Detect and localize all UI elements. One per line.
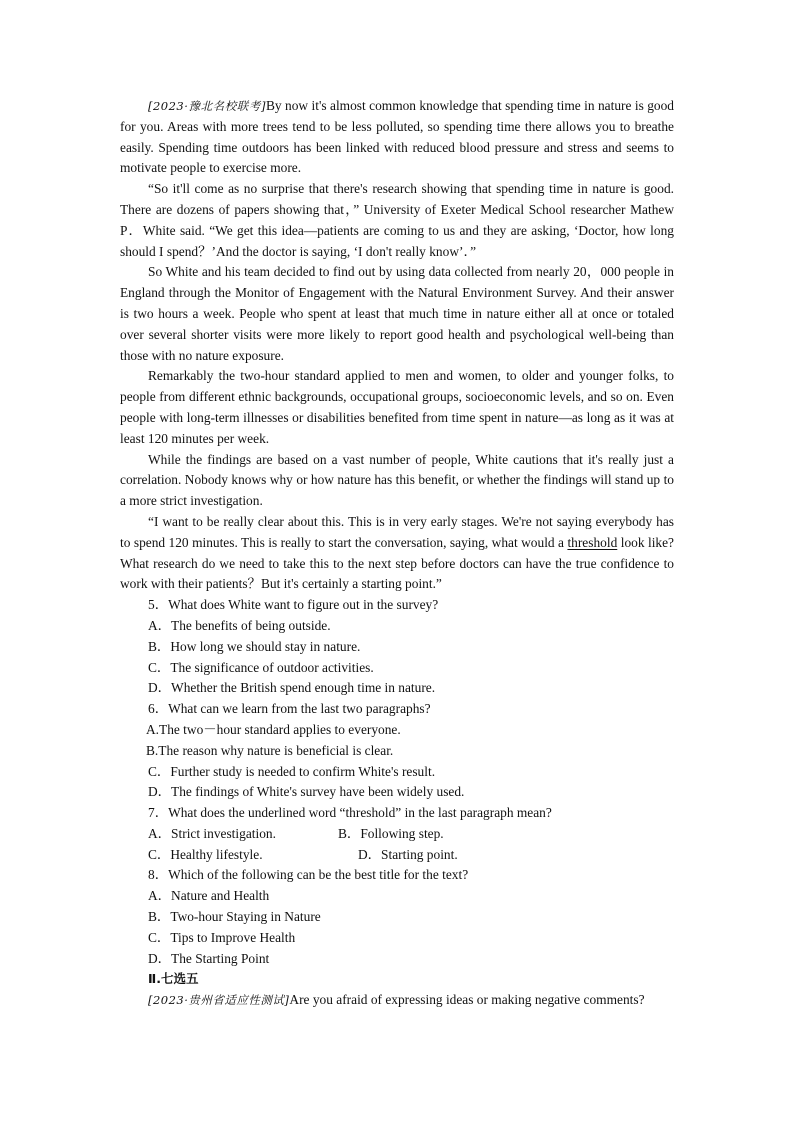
source-tag: [2023·豫北名校联考]: [148, 99, 266, 113]
question-5-option-a: A．The benefits of being outside.: [148, 617, 331, 633]
paragraph-text: Are you afraid of expressing ideas or making negative comments?: [289, 992, 645, 1008]
section-2-first-line: [120, 990, 674, 1011]
passage-paragraph-3: So White and his team decided to find out by using data collected from nearly 20，000 people in England through the Monitor of Engagement with the Natural Environment Survey. And their answer is two hours a week. People who spent at least that much time in nature either all at once or totaled over several shorter visits were more likely to report good health and psychological well-being than those with no nature exposure.: [120, 264, 674, 363]
paragraph-text: By now it's almost common knowledge that spending time in nature is good for you. Areas with more trees tend to be less polluted, so spending time there allows you to breathe easily. Spending time outdoors has been linked with reduced blood pressure and stress and seems to motivate people to exercise more.: [120, 98, 674, 176]
question-7-option-a: A．Strict investigation.: [148, 825, 276, 841]
question-8-option-a: A．Nature and Health: [148, 888, 270, 904]
passage-paragraph-4: Remarkably the two-hour standard applied to men and women, to older and younger folks, to people from different ethnic backgrounds, occupational groups, socioeconomic levels, and so on. Even people with long-term illnesses or disabilities benefited from time spent in nature—as long as it was at least 120 minutes per week.: [120, 368, 674, 446]
paragraph-text: “I want to be really clear about this. This is in very early stages. We're not saying everybody has to spend 120 minutes. This is really to start the conversation, saying, what would a: [120, 513, 674, 550]
question-7-option-d: D．Starting point.: [358, 846, 458, 862]
question-5-option-d: D．Whether the British spend enough time in nature.: [148, 680, 436, 696]
question-5-option-b: B．How long we should stay in nature.: [148, 638, 361, 654]
source-tag: [2023·贵州省适应性测试]: [148, 993, 290, 1008]
question-8-option-c: C．Tips to Improve Health: [148, 929, 296, 945]
passage-paragraph-1: [120, 96, 674, 179]
question-7-options-row-2: [120, 845, 674, 866]
passage-paragraph-6: [120, 512, 674, 595]
question-7-stem: 7．What does the underlined word “threshold” in the last paragraph mean?: [148, 805, 552, 821]
question-7-options-row-1: [120, 824, 674, 845]
passage-paragraph-2: “So it'll come as no surprise that there's research showing that spending time in nature is good. There are dozens of papers showing that，” University of Exeter Medical School researcher Mathew P．White said. “We get this idea—patients are coming to us and they are asking, ‘Doctor, how long should I spend？’And the doctor is saying, ‘I don't really know’．”: [120, 181, 674, 259]
question-5-stem: 5．What does White want to figure out in the survey?: [148, 597, 439, 613]
question-6-option-b: B.The reason why nature is beneficial is clear.: [146, 742, 394, 758]
section-heading: Ⅱ.七选五: [148, 971, 199, 987]
question-8-stem: 8．Which of the following can be the best title for the text?: [148, 867, 469, 883]
question-7-option-b: B．Following step.: [338, 825, 444, 841]
question-8-option-d: D．The Starting Point: [148, 950, 270, 966]
paragraph-text: look like? What research do we need to take this to the next step before doctors can have the true confidence to work with their patients？But it's certainly a starting point.”: [120, 534, 674, 592]
passage-paragraph-5: While the findings are based on a vast number of people, White cautions that it's really just a correlation. Nobody knows why or how nature has this benefit, or whether the findings will stand up to a more strict investigation.: [120, 451, 674, 509]
question-5-option-c: C．The significance of outdoor activities.: [148, 659, 374, 675]
question-7-option-c: C．Healthy lifestyle.: [148, 846, 263, 862]
question-8-option-b: B．Two-hour Staying in Nature: [148, 909, 321, 925]
question-6-option-d: D．The findings of White's survey have been widely used.: [148, 784, 465, 800]
question-6-option-a: A.The two－hour standard applies to everyone.: [146, 721, 401, 737]
underlined-word: threshold: [567, 534, 618, 550]
document-content: [120, 96, 674, 1011]
question-6-option-c: C．Further study is needed to confirm White's result.: [148, 763, 436, 779]
question-6-stem: 6．What can we learn from the last two paragraphs?: [148, 701, 431, 717]
